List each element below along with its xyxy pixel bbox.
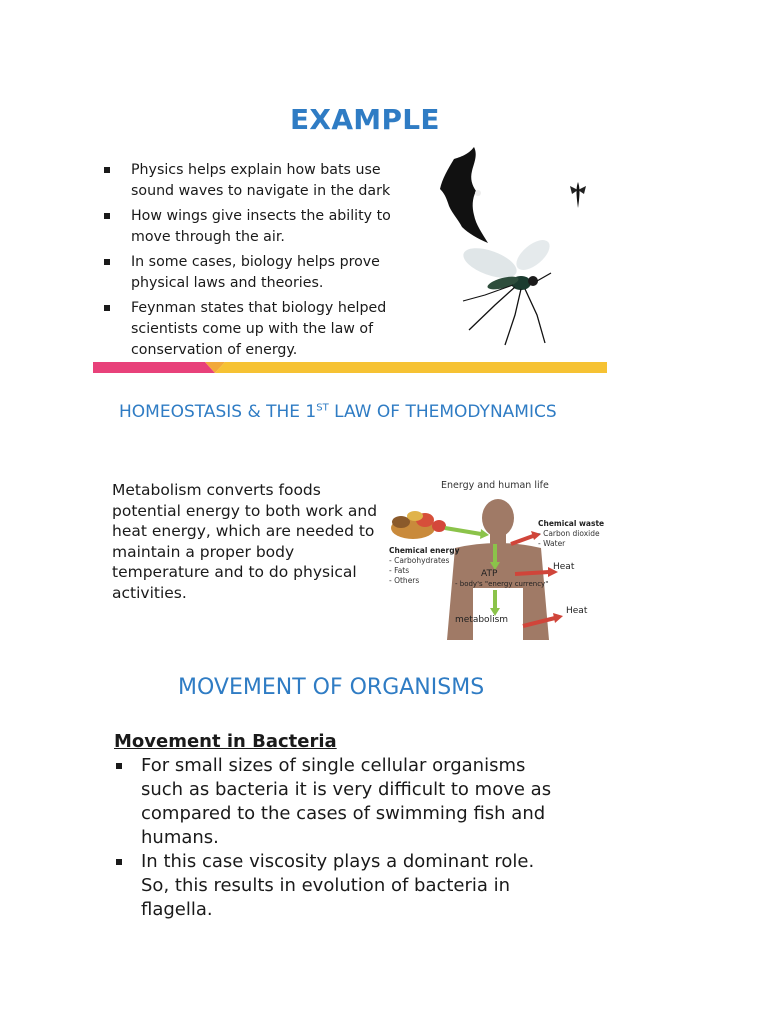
diagram-title: Energy and human life (441, 480, 549, 491)
heat-label: Heat (566, 606, 588, 616)
metabolism-label: metabolism (455, 615, 509, 625)
example-title: EXAMPLE (290, 103, 440, 136)
chemical-waste-label: Chemical waste (538, 519, 605, 528)
homeostasis-title: HOMEOSTASIS & THE 1ST LAW OF THEMODYNAMICS (119, 402, 557, 422)
movement-subtitle: Movement in Bacteria (114, 731, 337, 752)
list-item: In some cases, biology helps prove physical laws and theories. (100, 252, 400, 294)
atp-note: - body's "energy currency" (455, 580, 549, 588)
metabolism-paragraph: Metabolism converts foods potential energy to both work and heat energy, which are needed to maintain a proper body temperature and to do physical activities. (112, 481, 378, 602)
atp-label: ATP (481, 569, 498, 579)
movement-title: MOVEMENT OF ORGANISMS (178, 675, 485, 700)
list-item: How wings give insects the ability to move through the air. (100, 206, 400, 248)
heat-label: Heat (553, 562, 575, 572)
list-item: In this case viscosity plays a dominant role. So, this results in evolution of bacteria in flagella. (114, 850, 564, 922)
list-item: - Water (538, 539, 566, 548)
list-item: Physics helps explain how bats use sound waves to navigate in the dark (100, 160, 400, 202)
list-item: - Carbon dioxide (538, 529, 600, 538)
list-item: - Fats (389, 566, 410, 575)
chemical-waste-items (538, 529, 600, 549)
bat-illustration (438, 145, 494, 247)
list-item: - Carbohydrates (389, 556, 450, 565)
list-item: For small sizes of single cellular organisms such as bacteria it is very difficult to move as compared to the cases of swimming fish and humans. (114, 754, 564, 850)
list-item: - Others (389, 576, 420, 585)
list-item: Feynman states that biology helped scientists come up with the law of conservation of energy. (100, 298, 400, 361)
energy-diagram (383, 478, 613, 640)
example-bullet-list (100, 160, 400, 365)
decorative-color-bar (93, 362, 607, 373)
chemical-energy-label: Chemical energy (389, 546, 460, 555)
chemical-energy-items (389, 556, 449, 586)
mosquito-illustration (455, 235, 565, 350)
food-pile (391, 511, 446, 539)
movement-bullet-list (114, 754, 564, 922)
insect-illustration (568, 180, 588, 210)
